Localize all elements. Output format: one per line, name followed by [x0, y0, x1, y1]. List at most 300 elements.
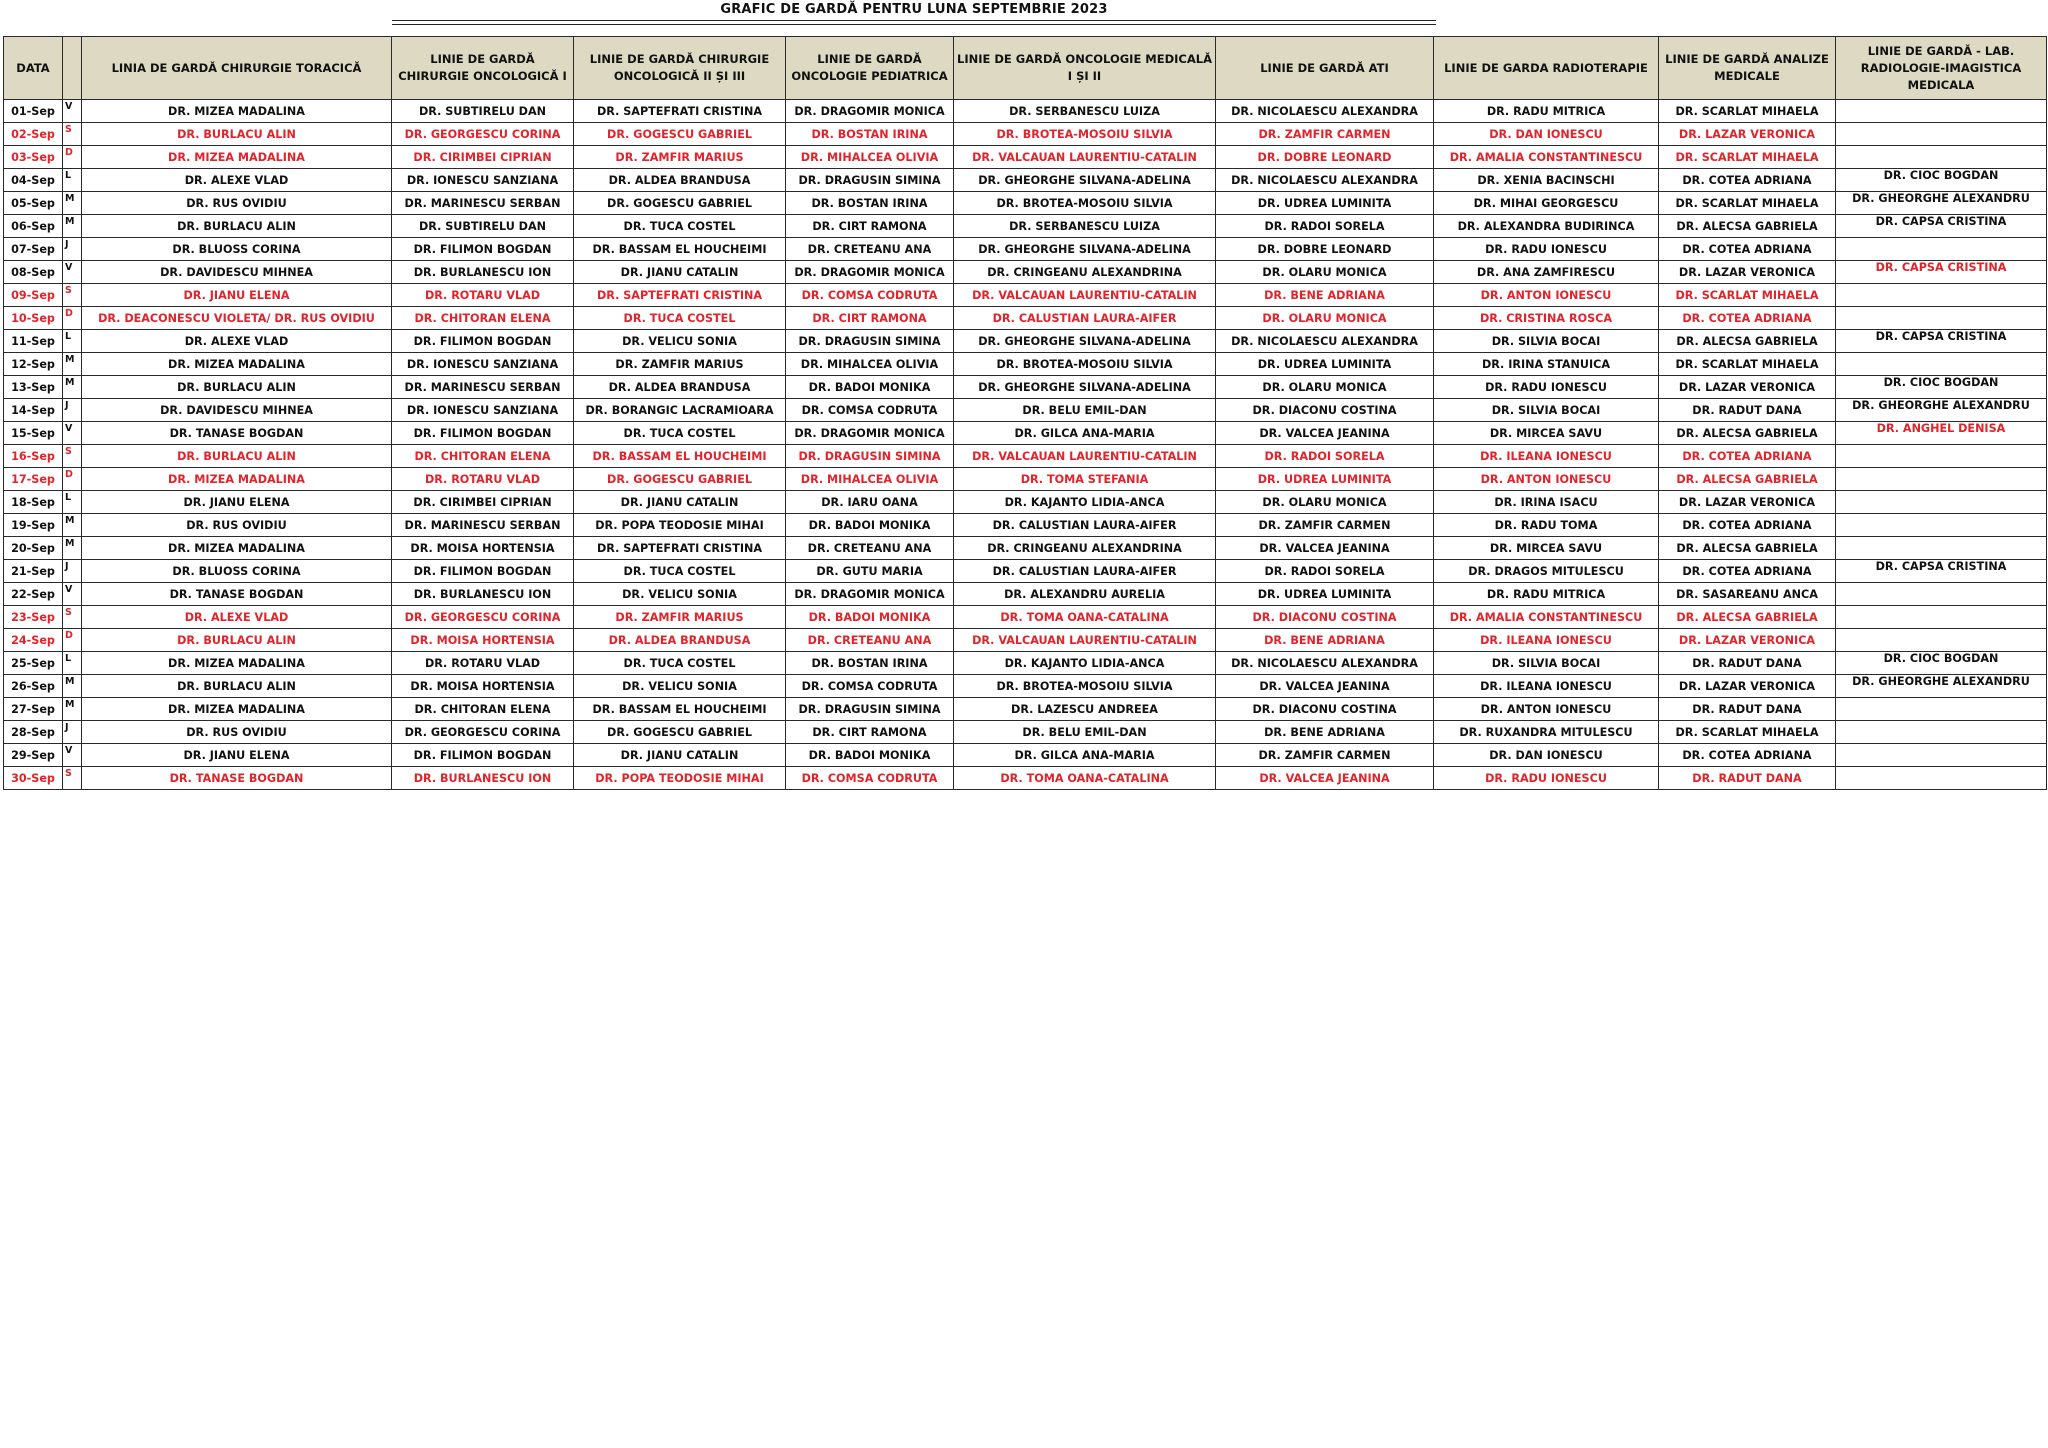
cell-radioterapie: DR. SILVIA BOCAI — [1434, 399, 1659, 422]
cell-analize-medicale: DR. RADUT DANA — [1659, 652, 1836, 675]
header-data: DATA — [4, 37, 63, 100]
cell-analize-medicale: DR. SCARLAT MIHAELA — [1659, 146, 1836, 169]
cell-oncologie-medicala: DR. LAZESCU ANDREEA — [954, 698, 1216, 721]
cell-oncologie-medicala: DR. VALCAUAN LAURENTIU-CATALIN — [954, 284, 1216, 307]
date-cell: 15-Sep — [4, 422, 63, 445]
cell-oncologie-pediatrica: DR. CIRT RAMONA — [786, 307, 954, 330]
cell-analize-medicale: DR. COTEA ADRIANA — [1659, 238, 1836, 261]
cell-chirurgie-toracica: DR. DAVIDESCU MIHNEA — [82, 261, 392, 284]
cell-analize-medicale: DR. COTEA ADRIANA — [1659, 445, 1836, 468]
cell-chirurgie-oncologica-1: DR. MOISA HORTENSIA — [392, 629, 574, 652]
table-row — [4, 698, 2047, 721]
cell-chirurgie-oncologica-1: DR. CIRIMBEI CIPRIAN — [392, 491, 574, 514]
table-header — [4, 37, 2047, 100]
cell-radiologie-imagistica — [1836, 445, 2047, 468]
date-cell: 21-Sep — [4, 560, 63, 583]
cell-oncologie-medicala: DR. CALUSTIAN LAURA-AIFER — [954, 514, 1216, 537]
weekday-cell: S — [63, 284, 82, 307]
date-cell: 23-Sep — [4, 606, 63, 629]
cell-oncologie-medicala: DR. BROTEA-MOSOIU SILVIA — [954, 353, 1216, 376]
cell-chirurgie-oncologica-1: DR. FILIMON BOGDAN — [392, 330, 574, 353]
header-chirurgie-toracica: LINIA DE GARDĂ CHIRURGIE TORACICĂ — [82, 37, 392, 100]
table-row — [4, 491, 2047, 514]
cell-chirurgie-oncologica-2-3: DR. SAPTEFRATI CRISTINA — [574, 537, 786, 560]
cell-analize-medicale: DR. COTEA ADRIANA — [1659, 744, 1836, 767]
date-cell: 16-Sep — [4, 445, 63, 468]
cell-oncologie-pediatrica: DR. DRAGOMIR MONICA — [786, 100, 954, 123]
cell-analize-medicale: DR. LAZAR VERONICA — [1659, 491, 1836, 514]
table-row — [4, 675, 2047, 698]
cell-ati: DR. OLARU MONICA — [1216, 376, 1434, 399]
cell-radiologie-imagistica — [1836, 146, 2047, 169]
cell-radiologie-imagistica: DR. CIOC BOGDAN — [1836, 376, 2047, 399]
date-cell: 14-Sep — [4, 399, 63, 422]
cell-chirurgie-oncologica-1: DR. BURLANESCU ION — [392, 261, 574, 284]
weekday-cell: V — [63, 261, 82, 284]
cell-chirurgie-oncologica-1: DR. ROTARU VLAD — [392, 284, 574, 307]
cell-ati: DR. VALCEA JEANINA — [1216, 422, 1434, 445]
cell-chirurgie-oncologica-1: DR. ROTARU VLAD — [392, 468, 574, 491]
weekday-cell: J — [63, 399, 82, 422]
cell-chirurgie-oncologica-2-3: DR. VELICU SONIA — [574, 330, 786, 353]
cell-chirurgie-oncologica-1: DR. IONESCU SANZIANA — [392, 169, 574, 192]
date-cell: 11-Sep — [4, 330, 63, 353]
cell-chirurgie-toracica: DR. JIANU ELENA — [82, 284, 392, 307]
cell-chirurgie-oncologica-2-3: DR. BASSAM EL HOUCHEIMI — [574, 445, 786, 468]
cell-ati: DR. OLARU MONICA — [1216, 261, 1434, 284]
cell-radiologie-imagistica — [1836, 123, 2047, 146]
cell-analize-medicale: DR. ALECSA GABRIELA — [1659, 215, 1836, 238]
cell-radiologie-imagistica — [1836, 284, 2047, 307]
cell-oncologie-medicala: DR. BROTEA-MOSOIU SILVIA — [954, 192, 1216, 215]
cell-chirurgie-toracica: DR. JIANU ELENA — [82, 491, 392, 514]
table-row — [4, 514, 2047, 537]
weekday-cell: V — [63, 744, 82, 767]
cell-radioterapie: DR. ILEANA IONESCU — [1434, 629, 1659, 652]
date-cell: 28-Sep — [4, 721, 63, 744]
cell-oncologie-medicala: DR. TOMA OANA-CATALINA — [954, 767, 1216, 790]
cell-ati: DR. RADOI SORELA — [1216, 560, 1434, 583]
cell-radioterapie: DR. MIRCEA SAVU — [1434, 537, 1659, 560]
cell-radiologie-imagistica: DR. CIOC BOGDAN — [1836, 169, 2047, 192]
cell-chirurgie-toracica: DR. RUS OVIDIU — [82, 514, 392, 537]
cell-chirurgie-oncologica-2-3: DR. SAPTEFRATI CRISTINA — [574, 100, 786, 123]
cell-chirurgie-toracica: DR. ALEXE VLAD — [82, 169, 392, 192]
date-cell: 26-Sep — [4, 675, 63, 698]
cell-ati: DR. VALCEA JEANINA — [1216, 537, 1434, 560]
cell-analize-medicale: DR. COTEA ADRIANA — [1659, 514, 1836, 537]
cell-chirurgie-toracica: DR. MIZEA MADALINA — [82, 146, 392, 169]
cell-oncologie-pediatrica: DR. MIHALCEA OLIVIA — [786, 468, 954, 491]
weekday-cell: J — [63, 238, 82, 261]
cell-analize-medicale: DR. LAZAR VERONICA — [1659, 123, 1836, 146]
cell-chirurgie-oncologica-2-3: DR. BORANGIC LACRAMIOARA — [574, 399, 786, 422]
cell-analize-medicale: DR. RADUT DANA — [1659, 399, 1836, 422]
cell-chirurgie-oncologica-1: DR. CHITORAN ELENA — [392, 445, 574, 468]
cell-radioterapie: DR. ANTON IONESCU — [1434, 698, 1659, 721]
cell-chirurgie-toracica: DR. RUS OVIDIU — [82, 721, 392, 744]
cell-chirurgie-toracica: DR. BLUOSS CORINA — [82, 238, 392, 261]
cell-oncologie-pediatrica: DR. BADOI MONIKA — [786, 744, 954, 767]
table-row — [4, 721, 2047, 744]
cell-radioterapie: DR. DAN IONESCU — [1434, 744, 1659, 767]
cell-radioterapie: DR. RADU IONESCU — [1434, 767, 1659, 790]
date-cell: 25-Sep — [4, 652, 63, 675]
weekday-cell: D — [63, 146, 82, 169]
cell-chirurgie-toracica: DR. MIZEA MADALINA — [82, 353, 392, 376]
cell-chirurgie-oncologica-1: DR. IONESCU SANZIANA — [392, 353, 574, 376]
cell-radiologie-imagistica — [1836, 629, 2047, 652]
cell-radiologie-imagistica: DR. CAPSA CRISTINA — [1836, 261, 2047, 284]
date-cell: 13-Sep — [4, 376, 63, 399]
cell-radiologie-imagistica — [1836, 468, 2047, 491]
table-row — [4, 376, 2047, 399]
cell-radiologie-imagistica — [1836, 491, 2047, 514]
date-cell: 06-Sep — [4, 215, 63, 238]
cell-analize-medicale: DR. ALECSA GABRIELA — [1659, 537, 1836, 560]
cell-chirurgie-oncologica-2-3: DR. GOGESCU GABRIEL — [574, 721, 786, 744]
cell-chirurgie-toracica: DR. BURLACU ALIN — [82, 376, 392, 399]
weekday-cell: M — [63, 353, 82, 376]
cell-chirurgie-oncologica-1: DR. BURLANESCU ION — [392, 767, 574, 790]
table-row — [4, 146, 2047, 169]
cell-chirurgie-oncologica-1: DR. MOISA HORTENSIA — [392, 537, 574, 560]
cell-analize-medicale: DR. SCARLAT MIHAELA — [1659, 353, 1836, 376]
cell-radiologie-imagistica — [1836, 721, 2047, 744]
cell-chirurgie-oncologica-1: DR. FILIMON BOGDAN — [392, 560, 574, 583]
cell-oncologie-medicala: DR. CRINGEANU ALEXANDRINA — [954, 261, 1216, 284]
cell-radiologie-imagistica — [1836, 353, 2047, 376]
cell-oncologie-medicala: DR. VALCAUAN LAURENTIU-CATALIN — [954, 146, 1216, 169]
cell-ati: DR. DIACONU COSTINA — [1216, 698, 1434, 721]
cell-oncologie-pediatrica: DR. CRETEANU ANA — [786, 238, 954, 261]
cell-radiologie-imagistica — [1836, 238, 2047, 261]
cell-chirurgie-oncologica-2-3: DR. ALDEA BRANDUSA — [574, 376, 786, 399]
cell-oncologie-medicala: DR. GHEORGHE SILVANA-ADELINA — [954, 238, 1216, 261]
cell-radioterapie: DR. MIRCEA SAVU — [1434, 422, 1659, 445]
header-oncologie-pediatrica: LINIE DE GARDĂ ONCOLOGIE PEDIATRICA — [786, 37, 954, 100]
table-row — [4, 445, 2047, 468]
cell-chirurgie-oncologica-2-3: DR. JIANU CATALIN — [574, 744, 786, 767]
cell-radiologie-imagistica — [1836, 307, 2047, 330]
cell-radioterapie: DR. RUXANDRA MITULESCU — [1434, 721, 1659, 744]
cell-radioterapie: DR. RADU IONESCU — [1434, 238, 1659, 261]
duty-roster-table — [3, 36, 2047, 790]
header-day — [63, 37, 82, 100]
cell-oncologie-medicala: DR. GILCA ANA-MARIA — [954, 422, 1216, 445]
cell-oncologie-pediatrica: DR. DRAGUSIN SIMINA — [786, 445, 954, 468]
cell-chirurgie-oncologica-2-3: DR. TUCA COSTEL — [574, 422, 786, 445]
cell-chirurgie-oncologica-1: DR. SUBTIRELU DAN — [392, 100, 574, 123]
cell-chirurgie-oncologica-1: DR. GEORGESCU CORINA — [392, 123, 574, 146]
table-row — [4, 123, 2047, 146]
cell-radioterapie: DR. AMALIA CONSTANTINESCU — [1434, 606, 1659, 629]
cell-radiologie-imagistica: DR. CAPSA CRISTINA — [1836, 215, 2047, 238]
cell-analize-medicale: DR. LAZAR VERONICA — [1659, 675, 1836, 698]
cell-radioterapie: DR. MIHAI GEORGESCU — [1434, 192, 1659, 215]
cell-chirurgie-oncologica-1: DR. FILIMON BOGDAN — [392, 744, 574, 767]
cell-radioterapie: DR. DAN IONESCU — [1434, 123, 1659, 146]
cell-radiologie-imagistica: DR. ANGHEL DENISA — [1836, 422, 2047, 445]
cell-oncologie-medicala: DR. TOMA STEFANIA — [954, 468, 1216, 491]
cell-oncologie-medicala: DR. BROTEA-MOSOIU SILVIA — [954, 123, 1216, 146]
cell-oncologie-pediatrica: DR. COMSA CODRUTA — [786, 675, 954, 698]
cell-ati: DR. ZAMFIR CARMEN — [1216, 514, 1434, 537]
cell-chirurgie-oncologica-2-3: DR. TUCA COSTEL — [574, 215, 786, 238]
cell-chirurgie-oncologica-1: DR. SUBTIRELU DAN — [392, 215, 574, 238]
cell-ati: DR. NICOLAESCU ALEXANDRA — [1216, 652, 1434, 675]
cell-chirurgie-oncologica-1: DR. FILIMON BOGDAN — [392, 422, 574, 445]
cell-chirurgie-oncologica-2-3: DR. GOGESCU GABRIEL — [574, 123, 786, 146]
weekday-cell: V — [63, 583, 82, 606]
weekday-cell: M — [63, 675, 82, 698]
date-cell: 02-Sep — [4, 123, 63, 146]
cell-radiologie-imagistica: DR. CAPSA CRISTINA — [1836, 330, 2047, 353]
cell-ati: DR. BENE ADRIANA — [1216, 721, 1434, 744]
cell-ati: DR. NICOLAESCU ALEXANDRA — [1216, 169, 1434, 192]
cell-analize-medicale: DR. LAZAR VERONICA — [1659, 376, 1836, 399]
cell-oncologie-pediatrica: DR. DRAGUSIN SIMINA — [786, 169, 954, 192]
date-cell: 03-Sep — [4, 146, 63, 169]
cell-analize-medicale: DR. LAZAR VERONICA — [1659, 261, 1836, 284]
cell-chirurgie-oncologica-2-3: DR. VELICU SONIA — [574, 675, 786, 698]
cell-chirurgie-toracica: DR. ALEXE VLAD — [82, 606, 392, 629]
cell-chirurgie-oncologica-2-3: DR. TUCA COSTEL — [574, 652, 786, 675]
cell-chirurgie-oncologica-1: DR. CIRIMBEI CIPRIAN — [392, 146, 574, 169]
cell-radioterapie: DR. ANTON IONESCU — [1434, 284, 1659, 307]
table-row — [4, 583, 2047, 606]
page-title: GRAFIC DE GARDĂ PENTRU LUNA SEPTEMBRIE 2023 — [720, 2, 1108, 17]
cell-chirurgie-oncologica-2-3: DR. ZAMFIR MARIUS — [574, 353, 786, 376]
cell-oncologie-medicala: DR. SERBANESCU LUIZA — [954, 100, 1216, 123]
cell-radiologie-imagistica: DR. GHEORGHE ALEXANDRU — [1836, 192, 2047, 215]
cell-analize-medicale: DR. SASAREANU ANCA — [1659, 583, 1836, 606]
cell-chirurgie-toracica: DR. MIZEA MADALINA — [82, 537, 392, 560]
cell-oncologie-pediatrica: DR. CRETEANU ANA — [786, 629, 954, 652]
cell-analize-medicale: DR. COTEA ADRIANA — [1659, 169, 1836, 192]
date-cell: 12-Sep — [4, 353, 63, 376]
cell-radioterapie: DR. IRINA STANUICA — [1434, 353, 1659, 376]
cell-chirurgie-oncologica-1: DR. ROTARU VLAD — [392, 652, 574, 675]
header-analize-medicale: LINIE DE GARDĂ ANALIZE MEDICALE — [1659, 37, 1836, 100]
weekday-cell: D — [63, 468, 82, 491]
cell-analize-medicale: DR. SCARLAT MIHAELA — [1659, 100, 1836, 123]
cell-oncologie-pediatrica: DR. CIRT RAMONA — [786, 215, 954, 238]
cell-radioterapie: DR. ILEANA IONESCU — [1434, 675, 1659, 698]
cell-analize-medicale: DR. ALECSA GABRIELA — [1659, 422, 1836, 445]
header-chirurgie-oncologica-2-3: LINIE DE GARDĂ CHIRURGIE ONCOLOGICĂ II ȘI III — [574, 37, 786, 100]
cell-oncologie-pediatrica: DR. CRETEANU ANA — [786, 537, 954, 560]
cell-oncologie-medicala: DR. VALCAUAN LAURENTIU-CATALIN — [954, 445, 1216, 468]
table-row — [4, 422, 2047, 445]
cell-ati: DR. UDREA LUMINITA — [1216, 468, 1434, 491]
cell-oncologie-medicala: DR. BELU EMIL-DAN — [954, 721, 1216, 744]
cell-ati: DR. DOBRE LEONARD — [1216, 238, 1434, 261]
cell-ati: DR. ZAMFIR CARMEN — [1216, 744, 1434, 767]
cell-analize-medicale: DR. RADUT DANA — [1659, 767, 1836, 790]
weekday-cell: D — [63, 307, 82, 330]
cell-chirurgie-oncologica-2-3: DR. ZAMFIR MARIUS — [574, 146, 786, 169]
cell-ati: DR. NICOLAESCU ALEXANDRA — [1216, 100, 1434, 123]
cell-chirurgie-oncologica-2-3: DR. POPA TEODOSIE MIHAI — [574, 767, 786, 790]
cell-ati: DR. NICOLAESCU ALEXANDRA — [1216, 330, 1434, 353]
cell-radiologie-imagistica: DR. GHEORGHE ALEXANDRU — [1836, 399, 2047, 422]
cell-analize-medicale: DR. COTEA ADRIANA — [1659, 307, 1836, 330]
cell-radiologie-imagistica — [1836, 537, 2047, 560]
cell-oncologie-pediatrica: DR. BADOI MONIKA — [786, 514, 954, 537]
cell-radioterapie: DR. SILVIA BOCAI — [1434, 330, 1659, 353]
cell-oncologie-medicala: DR. GHEORGHE SILVANA-ADELINA — [954, 376, 1216, 399]
cell-ati: DR. VALCEA JEANINA — [1216, 675, 1434, 698]
date-cell: 07-Sep — [4, 238, 63, 261]
cell-oncologie-pediatrica: DR. DRAGOMIR MONICA — [786, 583, 954, 606]
cell-chirurgie-oncologica-1: DR. MARINESCU SERBAN — [392, 192, 574, 215]
table-row — [4, 192, 2047, 215]
weekday-cell: M — [63, 376, 82, 399]
header-row — [4, 37, 2047, 100]
cell-chirurgie-oncologica-1: DR. CHITORAN ELENA — [392, 698, 574, 721]
date-cell: 01-Sep — [4, 100, 63, 123]
cell-ati: DR. UDREA LUMINITA — [1216, 353, 1434, 376]
cell-oncologie-pediatrica: DR. DRAGUSIN SIMINA — [786, 330, 954, 353]
cell-analize-medicale: DR. SCARLAT MIHAELA — [1659, 192, 1836, 215]
weekday-cell: L — [63, 330, 82, 353]
cell-chirurgie-oncologica-1: DR. MARINESCU SERBAN — [392, 514, 574, 537]
table-row — [4, 100, 2047, 123]
table-row — [4, 238, 2047, 261]
date-cell: 29-Sep — [4, 744, 63, 767]
cell-oncologie-pediatrica: DR. COMSA CODRUTA — [786, 399, 954, 422]
cell-radioterapie: DR. CRISTINA ROSCA — [1434, 307, 1659, 330]
cell-chirurgie-oncologica-1: DR. BURLANESCU ION — [392, 583, 574, 606]
cell-radiologie-imagistica: DR. CAPSA CRISTINA — [1836, 560, 2047, 583]
cell-chirurgie-oncologica-1: DR. GEORGESCU CORINA — [392, 721, 574, 744]
cell-oncologie-medicala: DR. CALUSTIAN LAURA-AIFER — [954, 560, 1216, 583]
cell-oncologie-pediatrica: DR. MIHALCEA OLIVIA — [786, 353, 954, 376]
weekday-cell: M — [63, 192, 82, 215]
cell-radioterapie: DR. ANTON IONESCU — [1434, 468, 1659, 491]
cell-radioterapie: DR. IRINA ISACU — [1434, 491, 1659, 514]
cell-ati: DR. OLARU MONICA — [1216, 491, 1434, 514]
cell-radioterapie: DR. RADU MITRICA — [1434, 100, 1659, 123]
cell-ati: DR. VALCEA JEANINA — [1216, 767, 1434, 790]
header-radiologie-imagistica: LINIE DE GARDĂ - LAB. RADIOLOGIE-IMAGISTICA MEDICALA — [1836, 37, 2047, 100]
cell-radioterapie: DR. DRAGOS MITULESCU — [1434, 560, 1659, 583]
table-row — [4, 215, 2047, 238]
cell-chirurgie-toracica: DR. MIZEA MADALINA — [82, 698, 392, 721]
cell-oncologie-pediatrica: DR. DRAGOMIR MONICA — [786, 261, 954, 284]
cell-chirurgie-oncologica-2-3: DR. BASSAM EL HOUCHEIMI — [574, 698, 786, 721]
cell-chirurgie-oncologica-2-3: DR. ALDEA BRANDUSA — [574, 629, 786, 652]
cell-analize-medicale: DR. RADUT DANA — [1659, 698, 1836, 721]
table-body — [4, 100, 2047, 790]
weekday-cell: M — [63, 215, 82, 238]
cell-radiologie-imagistica — [1836, 514, 2047, 537]
cell-oncologie-medicala: DR. KAJANTO LIDIA-ANCA — [954, 491, 1216, 514]
weekday-cell: L — [63, 169, 82, 192]
header-ati: LINIE DE GARDĂ ATI — [1216, 37, 1434, 100]
weekday-cell: S — [63, 445, 82, 468]
cell-chirurgie-toracica: DR. ALEXE VLAD — [82, 330, 392, 353]
cell-ati: DR. DIACONU COSTINA — [1216, 606, 1434, 629]
weekday-cell: M — [63, 514, 82, 537]
cell-chirurgie-toracica: DR. BURLACU ALIN — [82, 675, 392, 698]
cell-ati: DR. DOBRE LEONARD — [1216, 146, 1434, 169]
cell-radiologie-imagistica — [1836, 583, 2047, 606]
table-row — [4, 468, 2047, 491]
cell-oncologie-medicala: DR. CALUSTIAN LAURA-AIFER — [954, 307, 1216, 330]
cell-ati: DR. ZAMFIR CARMEN — [1216, 123, 1434, 146]
title-underline — [392, 20, 1436, 25]
table-row — [4, 261, 2047, 284]
date-cell: 04-Sep — [4, 169, 63, 192]
header-radioterapie: LINIE DE GARDA RADIOTERAPIE — [1434, 37, 1659, 100]
table-row — [4, 307, 2047, 330]
cell-radiologie-imagistica — [1836, 606, 2047, 629]
cell-chirurgie-oncologica-2-3: DR. VELICU SONIA — [574, 583, 786, 606]
cell-chirurgie-toracica: DR. BLUOSS CORINA — [82, 560, 392, 583]
cell-chirurgie-toracica: DR. JIANU ELENA — [82, 744, 392, 767]
cell-oncologie-pediatrica: DR. COMSA CODRUTA — [786, 284, 954, 307]
cell-chirurgie-toracica: DR. DAVIDESCU MIHNEA — [82, 399, 392, 422]
date-cell: 22-Sep — [4, 583, 63, 606]
cell-oncologie-pediatrica: DR. COMSA CODRUTA — [786, 767, 954, 790]
table-row — [4, 744, 2047, 767]
cell-radiologie-imagistica — [1836, 767, 2047, 790]
cell-oncologie-pediatrica: DR. BOSTAN IRINA — [786, 123, 954, 146]
weekday-cell: L — [63, 491, 82, 514]
cell-oncologie-medicala: DR. SERBANESCU LUIZA — [954, 215, 1216, 238]
cell-ati: DR. RADOI SORELA — [1216, 445, 1434, 468]
table-row — [4, 606, 2047, 629]
cell-radioterapie: DR. AMALIA CONSTANTINESCU — [1434, 146, 1659, 169]
cell-chirurgie-toracica: DR. MIZEA MADALINA — [82, 100, 392, 123]
cell-chirurgie-oncologica-1: DR. GEORGESCU CORINA — [392, 606, 574, 629]
date-cell: 20-Sep — [4, 537, 63, 560]
cell-oncologie-medicala: DR. GHEORGHE SILVANA-ADELINA — [954, 330, 1216, 353]
table-row — [4, 353, 2047, 376]
cell-radiologie-imagistica — [1836, 744, 2047, 767]
cell-ati: DR. DIACONU COSTINA — [1216, 399, 1434, 422]
cell-chirurgie-oncologica-2-3: DR. BASSAM EL HOUCHEIMI — [574, 238, 786, 261]
cell-analize-medicale: DR. ALECSA GABRIELA — [1659, 330, 1836, 353]
weekday-cell: S — [63, 767, 82, 790]
cell-chirurgie-toracica: DR. TANASE BOGDAN — [82, 767, 392, 790]
cell-ati: DR. UDREA LUMINITA — [1216, 583, 1434, 606]
cell-ati: DR. OLARU MONICA — [1216, 307, 1434, 330]
weekday-cell: V — [63, 100, 82, 123]
date-cell: 24-Sep — [4, 629, 63, 652]
date-cell: 19-Sep — [4, 514, 63, 537]
weekday-cell: M — [63, 537, 82, 560]
cell-chirurgie-oncologica-2-3: DR. ALDEA BRANDUSA — [574, 169, 786, 192]
cell-ati: DR. BENE ADRIANA — [1216, 284, 1434, 307]
date-cell: 30-Sep — [4, 767, 63, 790]
cell-oncologie-pediatrica: DR. DRAGUSIN SIMINA — [786, 698, 954, 721]
cell-chirurgie-oncologica-2-3: DR. GOGESCU GABRIEL — [574, 468, 786, 491]
cell-radiologie-imagistica: DR. GHEORGHE ALEXANDRU — [1836, 675, 2047, 698]
cell-oncologie-medicala: DR. CRINGEANU ALEXANDRINA — [954, 537, 1216, 560]
date-cell: 05-Sep — [4, 192, 63, 215]
date-cell: 09-Sep — [4, 284, 63, 307]
cell-oncologie-medicala: DR. GHEORGHE SILVANA-ADELINA — [954, 169, 1216, 192]
cell-radiologie-imagistica — [1836, 100, 2047, 123]
cell-chirurgie-oncologica-1: DR. CHITORAN ELENA — [392, 307, 574, 330]
date-cell: 08-Sep — [4, 261, 63, 284]
cell-chirurgie-toracica: DR. MIZEA MADALINA — [82, 468, 392, 491]
weekday-cell: S — [63, 123, 82, 146]
cell-chirurgie-oncologica-1: DR. FILIMON BOGDAN — [392, 238, 574, 261]
